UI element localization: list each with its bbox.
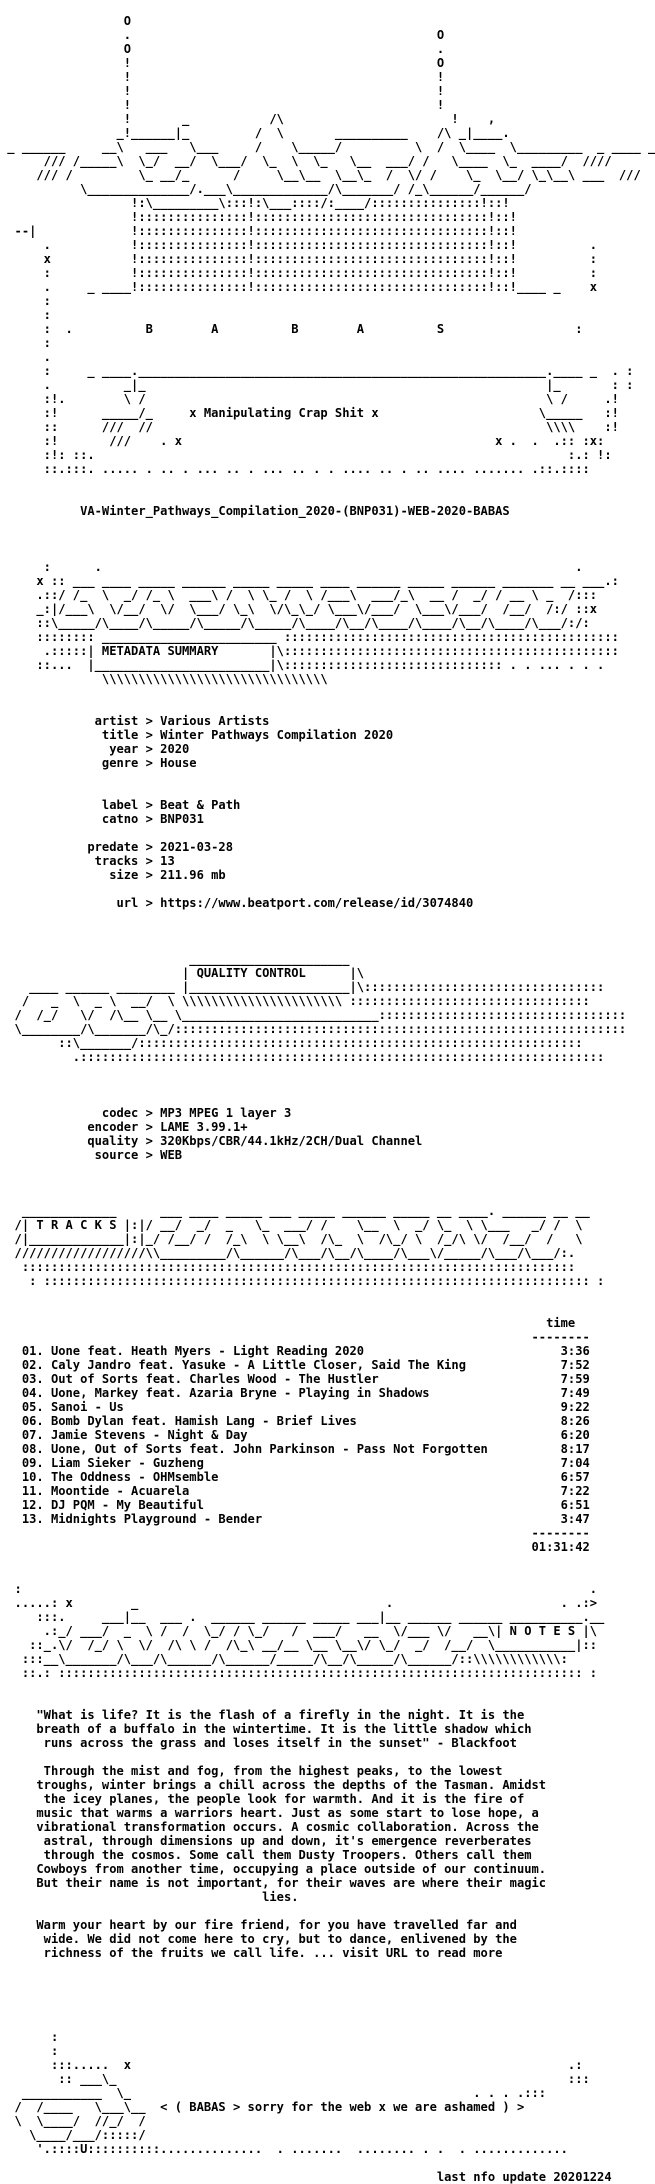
nfo-line: / /_/ \/ /\__ \__ \___________________________:::::::::::::::::::::::::::::::::: — [0, 1008, 627, 1022]
nfo-line: /|_____________|:|_/ /__/ / /_\ \ \__\ /\_ \ /\_/ \ /_/\ \/ /__/ / \ — [0, 1232, 583, 1246]
nfo-line: ! ! — [0, 98, 445, 112]
nfo-line: ______________________ — [0, 952, 350, 966]
nfo-line: 04. Uone, Markey feat. Azaria Bryne - Playing in Shadows 7:49 — [0, 1386, 590, 1400]
nfo-line: \________/\_______/\_/:::::::::::::::::::::::::::::::::::::::::::::::::::::::::::::: — [0, 1022, 627, 1036]
nfo-line: Through the mist and fog, from the highest peaks, to the lowest — [0, 1764, 503, 1778]
nfo-line: . _|_ |_ : : — [0, 378, 634, 392]
nfo-line: //////////////////\\_________/\______/\___/\__/\____/\___\/_____/\___/\___/:. — [0, 1246, 576, 1260]
nfo-line: :! /// . x x . . .:: :x: — [0, 434, 605, 448]
nfo-line: : ::::::::::::::::::::::::::::::::::::::::::::::::::::::::::::::::::::::::::: : — [0, 1274, 605, 1288]
nfo-line: vibrational transformation occurs. A cosmic collaboration. Across the — [0, 1820, 539, 1834]
nfo-line: 13. Midnights Playground - Bender 3:47 — [0, 1512, 590, 1526]
nfo-line: : . B A B A S : — [0, 322, 583, 336]
nfo-line: \ \____/ //_/ / — [0, 2114, 146, 2128]
nfo-line: | QUALITY CONTROL |\ — [0, 966, 365, 980]
nfo-line: : — [0, 336, 51, 350]
nfo-line: .....: x _ . . .:> — [0, 1596, 598, 1610]
nfo-line: :!. \ / \ / .! — [0, 392, 619, 406]
nfo-line: : . . — [0, 560, 583, 574]
nfo-line: : — [0, 308, 51, 322]
nfo-line: :! _____/_ x Manipulating Crap Shit x \_____ :! — [0, 406, 619, 420]
nfo-line: ! _ /\ ! , — [0, 112, 496, 126]
nfo-line: ::... |________________________|\:::::::::::::::::::::::::::::: . . ... . . . — [0, 658, 605, 672]
nfo-line: ! ! — [0, 70, 445, 84]
nfo-line: 03. Out of Sorts feat. Charles Wood - The Hustler 7:59 — [0, 1372, 590, 1386]
nfo-line: _!______|_ / \ __________ /\ _|____. — [0, 126, 510, 140]
nfo-line: :: /// // \\\\ :! — [0, 420, 619, 434]
nfo-line: 08. Uone, Out of Sorts feat. John Parkinson - Pass Not Forgotten 8:17 — [0, 1442, 590, 1456]
nfo-line: -------- — [0, 1330, 590, 1344]
nfo-line: artist > Various Artists — [0, 714, 270, 728]
nfo-line: richness of the fruits we call life. ... visit URL to read more — [0, 1946, 503, 1960]
nfo-line: 01. Uone feat. Heath Myers - Light Reading 2020 3:36 — [0, 1344, 590, 1358]
nfo-line: :::..... x .: — [0, 2058, 583, 2072]
nfo-line: VA-Winter_Pathways_Compilation_2020-(BNP031)-WEB-2020-BABAS — [0, 504, 510, 518]
nfo-line: : !:::::::::::::::!::::::::::::::::::::::::::::::::!::! : — [0, 266, 598, 280]
nfo-line: . _ ____!:::::::::::::::!::::::::::::::::::::::::::::::::!::!____ _ x — [0, 280, 598, 294]
nfo-line: source > WEB — [0, 1148, 183, 1162]
nfo-line: genre > House — [0, 756, 197, 770]
nfo-line: --| !:::::::::::::::!::::::::::::::::::::::::::::::::!::! — [0, 224, 517, 238]
nfo-line: _ ______ __\ ___ \___ / \_____/ \ / \____ \_________ _ ____ _ — [0, 140, 655, 154]
nfo-line: :::::::::::::::::::::::::::::::::::::::::::::::::::::::::::::::::::::::::::: — [0, 1260, 576, 1274]
nfo-line: predate > 2021-03-28 — [0, 840, 233, 854]
nfo-line: .:::::::::::::::::::::::::::::::::::::::::::::::::::::::::::::::::::::::: — [0, 1050, 605, 1064]
nfo-line: /// / \_ __/_ / \__\__ \__\_ / \/ / \_ \__/ \_\__\ ___ /// — [0, 168, 641, 182]
nfo-line: label > Beat & Path — [0, 798, 241, 812]
nfo-line: x !:::::::::::::::!::::::::::::::::::::::::::::::::!::! : — [0, 252, 598, 266]
nfo-line: . !:::::::::::::::!::::::::::::::::::::::::::::::::!::! . — [0, 238, 598, 252]
nfo-line: \______________/.___\_____________/\_______/ /_\______/______/ — [0, 182, 532, 196]
nfo-line: But their name is not important, for their waves are where their magic — [0, 1876, 547, 1890]
nfo-line: 07. Jamie Stevens - Night & Day 6:20 — [0, 1428, 590, 1442]
nfo-line: ! ! — [0, 84, 445, 98]
nfo-line: x :: ___ ____ _____ ______ _____ _____ ____ ______ _____ ______ _______ __ ___.: — [0, 574, 619, 588]
nfo-line: 09. Liam Sieker - Guzheng 7:04 — [0, 1456, 590, 1470]
nfo-line: _:|/___\ \/__/ \/ \___/ \_\ \/\_\_/ \___\/___/ \___\/___/ /__/ /:/ ::x — [0, 602, 598, 616]
nfo-line: /| T R A C K S |:|/ __/ _/ _ \_ ___/ / \__ \ _/ \_ \ \___ _/ / \ — [0, 1218, 583, 1232]
nfo-line: runs across the grass and loses itself in the sunset" - Blackfoot — [0, 1736, 517, 1750]
nfo-line: O — [0, 14, 132, 28]
nfo-line: troughs, winter brings a chill across the depths of the Tasman. Amidst — [0, 1778, 547, 1792]
nfo-line: -------- — [0, 1526, 590, 1540]
nfo-line: tracks > 13 — [0, 854, 175, 868]
nfo-line: codec > MP3 MPEG 1 layer 3 — [0, 1106, 292, 1120]
nfo-line: :::. ___|__ ___ . ______ ______ _____ ___|__ ______ ______ __________.__ — [0, 1610, 605, 1624]
nfo-line: '.::::U::::::::::.............. . ....... ........ . . . ............. — [0, 2142, 568, 2156]
nfo-line: "What is life? It is the flash of a firefly in the night. It is the — [0, 1708, 525, 1722]
nfo-line: : _ ____.________________________________________________________.____ _ . : — [0, 364, 634, 378]
nfo-line: wide. We did not come here to cry, but to dance, enlivened by the — [0, 1932, 517, 1946]
nfo-line: 11. Moontide - Acuarela 7:22 — [0, 1484, 590, 1498]
nfo-line: . O — [0, 28, 445, 42]
nfo-line: size > 211.96 mb — [0, 868, 226, 882]
nfo-line: !:\_________\:::!:\___::::/:____/:::::::::::::::!::! — [0, 196, 510, 210]
nfo-line: :::::::: ________________________ :::::::::::::::::::::::::::::::::::::::::::::: — [0, 630, 619, 644]
nfo-line: .:_/ ___/ _ \ / / \_/ / \_/ / ___/ __ \/___ \/ __\| N O T E S |\ — [0, 1624, 598, 1638]
nfo-line: Warm your heart by our fire friend, for you have travelled far and — [0, 1918, 517, 1932]
nfo-line: encoder > LAME 3.99.1+ — [0, 1120, 248, 1134]
nfo-line: :::__\_______/\___/\______/\______/_____/\__/\_____/\______/::\\\\\\\\\\\\: — [0, 1652, 568, 1666]
nfo-line: ! O — [0, 56, 445, 70]
nfo-line: :: ___\_ ::: — [0, 2072, 590, 2086]
nfo-line: last nfo update 20201224 — [0, 2170, 612, 2184]
nfo-line: lies. — [0, 1890, 299, 1904]
nfo-line: catno > BNP031 — [0, 812, 204, 826]
nfo-line: time — [0, 1316, 576, 1330]
nfo-line: ::\_______/::::::::::::::::::::::::::::::::::::::::::::::::::::::::::::: — [0, 1036, 583, 1050]
nfo-line: through the cosmos. Some call them Dusty Troopers. Others call them — [0, 1848, 532, 1862]
nfo-line: music that warms a warriors heart. Just as some start to lose hope, a — [0, 1806, 539, 1820]
nfo-line: ::.: :::::::::::::::::::::::::::::::::::::::::::::::::::::::::::::::::::::::: : — [0, 1666, 598, 1680]
nfo-line: url > https://www.beatport.com/release/id/3074840 — [0, 896, 474, 910]
nfo-line: :!: ::. :.: !: — [0, 448, 612, 462]
nfo-line: year > 2020 — [0, 742, 190, 756]
nfo-line: .:::::| METADATA SUMMARY |\:::::::::::::::::::::::::::::::::::::::::::::: — [0, 644, 619, 658]
nfo-line: title > Winter Pathways Compilation 2020 — [0, 728, 394, 742]
nfo-line: \\\\\\\\\\\\\\\\\\\\\\\\\\\\\\\ — [0, 672, 328, 686]
nfo-line: . — [0, 350, 51, 364]
nfo-line: 12. DJ PQM - My Beautiful 6:51 — [0, 1498, 590, 1512]
nfo-line: 05. Sanoi - Us 9:22 — [0, 1400, 590, 1414]
nfo-line: the icey planes, the people look for warmth. And it is the fire of — [0, 1792, 525, 1806]
nfo-line: O . — [0, 42, 445, 56]
nfo-line: ____ ______ ________ |______________________|\::::::::::::::::::::::::::::::::: — [0, 980, 605, 994]
nfo-line: / /____ \___\__ < ( BABAS > sorry for the web x we are ashamed ) > — [0, 2100, 525, 2114]
nfo-line: 06. Bomb Dylan feat. Hamish Lang - Brief Lives 8:26 — [0, 1414, 590, 1428]
nfo-line: : — [0, 2044, 59, 2058]
nfo-line: _____________ ___ ____ _____ ___ _____ ______ _____ __ ____. ______ __ __ — [0, 1204, 590, 1218]
nfo-line: Cowboys from another time, occupying a place outside of our continuum. — [0, 1862, 547, 1876]
nfo-line: astral, through dimensions up and down, it's emergence reverberates — [0, 1834, 532, 1848]
nfo-line: .::/ /_ \ _/ /_ \ ___\ / \ \_ / \ /___\ ___/_\ __ / _/ / __ \ _ /::: — [0, 588, 598, 602]
nfo-line: ___________ \_ . . . .::: — [0, 2086, 547, 2100]
nfo-line: !:::::::::::::::!::::::::::::::::::::::::::::::::!::! — [0, 210, 517, 224]
nfo-line: ::\_____/\____/\_____/\_____/\_____/\____/\__/\____/\____/\__/\____/\___/:/: — [0, 616, 590, 630]
nfo-line: ::.:::. ..... . .. . ... .. . ... .. . . .... .. . .. .... ....... .::.:::: — [0, 462, 590, 476]
nfo-line: breath of a buffalo in the wintertime. It is the little shadow which — [0, 1722, 532, 1736]
nfo-line: \____/___/:::::/ — [0, 2128, 146, 2142]
nfo-line: quality > 320Kbps/CBR/44.1kHz/2CH/Dual Channel — [0, 1134, 423, 1148]
nfo-line: 02. Caly Jandro feat. Yasuke - A Little Closer, Said The King 7:52 — [0, 1358, 590, 1372]
nfo-line: : — [0, 2030, 59, 2044]
nfo-line: : . — [0, 1582, 598, 1596]
nfo-line: / _ \ _ \ __/ \ \\\\\\\\\\\\\\\\\\\\\\ ::::::::::::::::::::::::::::::::: — [0, 994, 590, 1008]
nfo-line: 10. The Oddness - OHMsemble 6:57 — [0, 1470, 590, 1484]
nfo-line: /// /_____\ \_/ __/ \___/ \_ \ \_ \__ ___/ / \____ \_ ____/ //// — [0, 154, 612, 168]
nfo-line: 01:31:42 — [0, 1540, 590, 1554]
nfo-line: : — [0, 294, 51, 308]
nfo-line: ::_.\/ /_/ \ \/ /\ \ / /\_\ __/__ \__ \__\/ \_/ _/ /__/ \___________|:: — [0, 1638, 598, 1652]
